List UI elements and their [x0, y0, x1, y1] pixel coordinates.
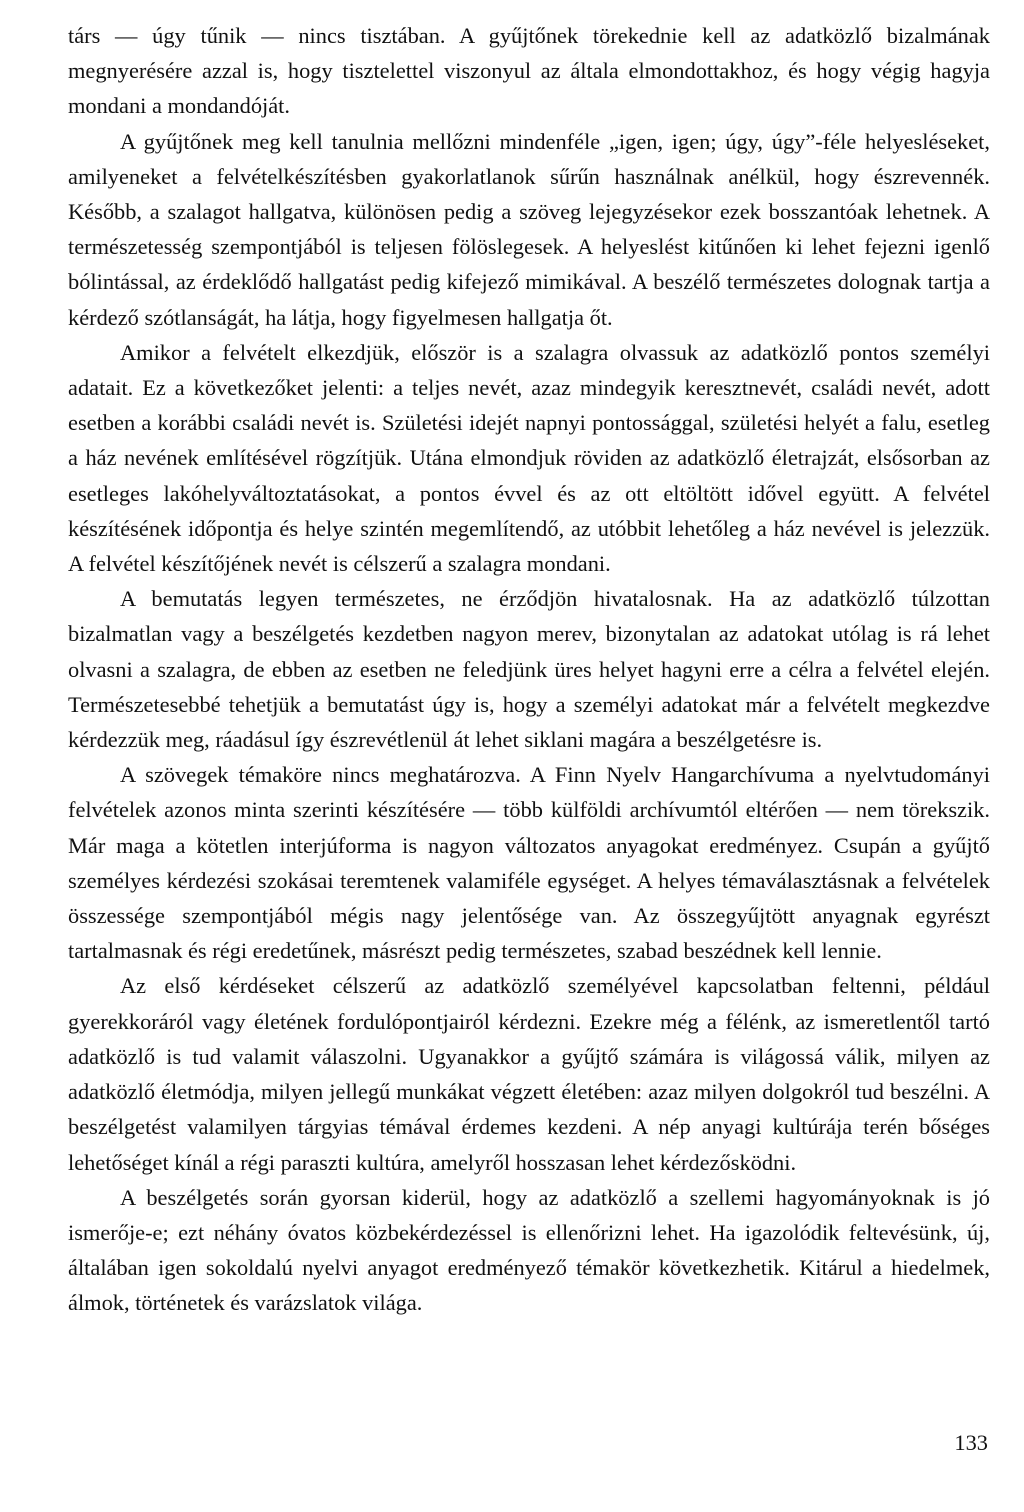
paragraph-6: Az első kérdéseket célszerű az adatközlő személyével kapcsolatban feltenni, például gyerekkoráról vagy életének fordulópontjairól kérdezni. Ezekre még a félénk, az ismeretlentől tartó adatközlő is tud valamit válaszolni. Ugyanakkor a gyűjtő számára is világossá válik, milyen az adatközlő életmódja, milyen jellegű munkákat végzett életében: azaz milyen dolgokról tud beszélni. A beszélgetést valamilyen tárgyias témával érdemes kezdeni. A nép anyagi kultúrája terén bőséges lehetőséget kínál a régi paraszti kultúra, amelyről hosszasan lehet kérdezősködni. — [68, 973, 990, 1175]
paragraph-4: A bemutatás legyen természetes, ne érződjön hivatalosnak. Ha az adatközlő túlzottan bizalmatlan vagy a beszélgetés kezdetben nagyon merev, bizonytalan az adatokat utólag is rá lehet olvasni a szalagra, de ebben az esetben ne feledjünk üres helyet hagyni erre a célra a felvétel elején. Természetesebbé tehetjük a bemutatást úgy is, hogy a személyi adatokat már a felvételt megkezdve kérdezzük meg, ráadásul így észrevétlenül át lehet siklani magára a beszélgetésre is. — [68, 586, 990, 753]
page-number: 133 — [954, 1430, 988, 1455]
paragraph-2: A gyűjtőnek meg kell tanulnia mellőzni mindenféle „igen, igen; úgy, úgy”-féle helyesléseket, amilyeneket a felvételkészítésben gyakorlatlanok sűrűn használnak anélkül, hogy észrevennék. Később, a szalagot hallgatva, különösen pedig a szöveg lejegyzésekor ezek bosszantóak lehetnek. A természetesség szempontjából is teljesen fölöslegesek. A helyeslést kitűnően ki lehet fejezni igenlő bólintással, az érdeklődő hallgatást pedig kifejező mimikával. A beszélő természetes dolognak tartja a kérdező szótlanságát, ha látja, hogy figyelmesen hallgatja őt. — [68, 128, 990, 330]
page-body — [68, 18, 990, 1321]
paragraph-7: A beszélgetés során gyorsan kiderül, hogy az adatközlő a szellemi hagyományoknak is jó ismerője-e; ezt néhány óvatos közbekérdezéssel is ellenőrizni lehet. Ha igazolódik feltevésünk, új, általában igen sokoldalú nyelvi anyagot eredményező témakör következhetik. Kitárul a hiedelmek, álmok, történetek és varázslatok világa. — [68, 1184, 990, 1316]
paragraph-1: társ — úgy tűnik — nincs tisztában. A gyűjtőnek törekednie kell az adatközlő bizalmának megnyerésére azzal is, hogy tisztelettel viszonyul az általa elmondottakhoz, és hogy végig hagyja mondani a mondandóját. — [68, 23, 990, 119]
paragraph-5: A szövegek témaköre nincs meghatározva. A Finn Nyelv Hangarchívuma a nyelvtudományi felvételek azonos minta szerinti készítésére — több külföldi archívumtól eltérően — nem törekszik. Már maga a kötetlen interjúforma is nagyon változatos anyagokat eredményez. Csupán a gyűjtő személyes kérdezési szokásai teremtenek valamiféle egységet. A helyes témaválasztásnak a felvételek összessége szempontjából mégis nagy jelentősége van. Az összegyűjtött anyagnak egyrészt tartalmasnak és régi eredetűnek, másrészt pedig természetes, szabad beszédnek kell lennie. — [68, 762, 990, 964]
paragraph-3: Amikor a felvételt elkezdjük, először is a szalagra olvassuk az adatközlő pontos személyi adatait. Ez a következőket jelenti: a teljes nevét, azaz mindegyik keresztnevét, családi nevét, adott esetben a korábbi családi nevét is. Születési idejét napnyi pontossággal, születési helyét a falu, esetleg a ház nevének említésével rögzítjük. Utána elmondjuk röviden az adatközlő életrajzát, elsősorban az esetleges lakóhelyváltoztatásokat, a pontos évvel és az ott eltöltött idővel együtt. A felvétel készítésének időpontja és helye szintén megemlítendő, az utóbbit lehetőleg a ház nevével is jelezzük. A felvétel készítőjének nevét is célszerű a szalagra mondani. — [68, 339, 990, 577]
